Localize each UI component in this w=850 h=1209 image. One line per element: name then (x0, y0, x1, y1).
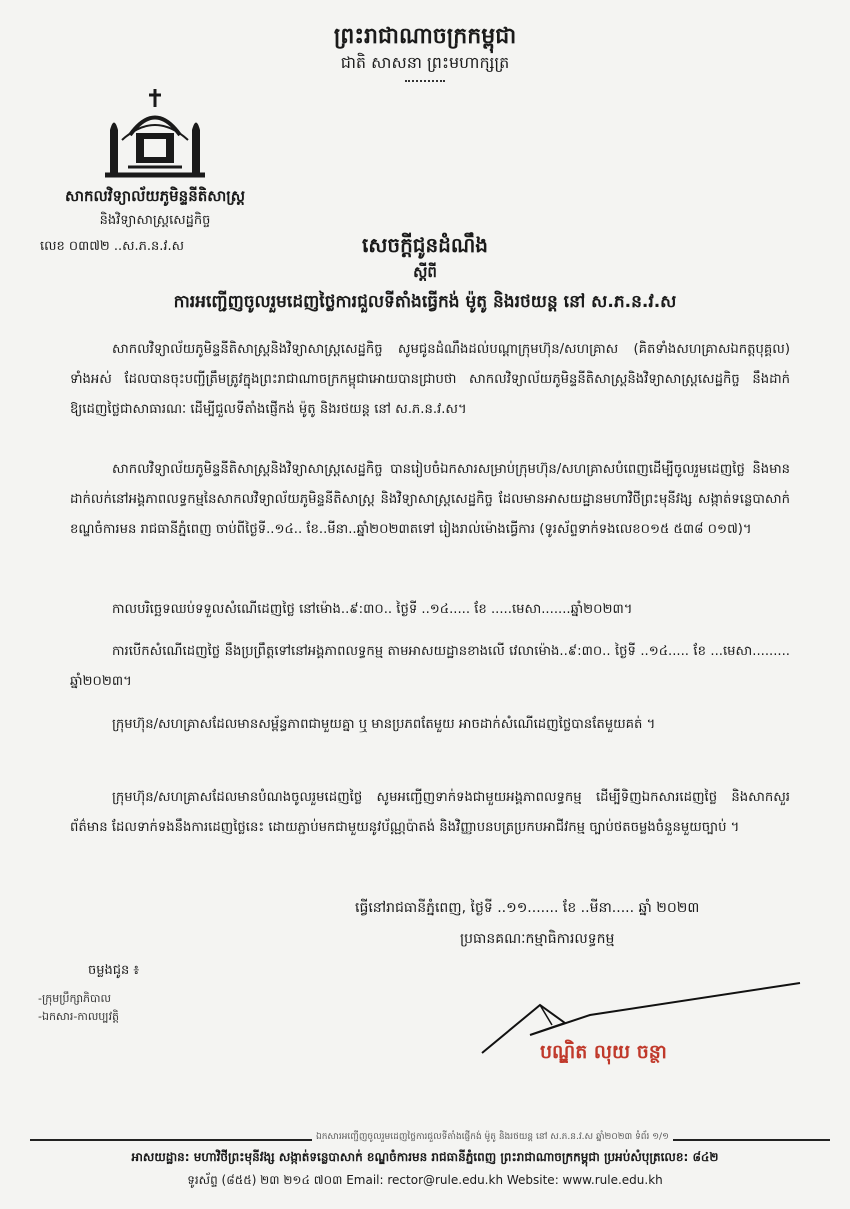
footer-address: អាសយដ្ឋាន: មហាវិថីព្រះមុនីវង្ស សង្កាត់ទន្លេបាសាក់ ខណ្ឌចំការមន រាជធានីភ្នំពេញ ព្រះរាជាណាចក្រកម្ពុជា ប្រអប់សំបុត្រលេខ: ៨៤២ (131, 1150, 719, 1164)
footer-contact: ទូរស័ព្ទ (៨៥៥) ២៣ ២១៤ ៧០៣ Email: rector@rule.edu.kh Website: www.rule.edu.kh (187, 1173, 663, 1187)
paragraph-1: សាកលវិទ្យាល័យភូមិន្ទនីតិសាស្ត្រនិងវិទ្យាសាស្ត្រសេដ្ឋកិច្ច សូមជូនដំណឹងដល់បណ្តាក្រុមហ៊ុន/សហគ្រាស (គិតទាំងសហគ្រាសឯកត្តបុគ្គល) ទាំងអស់ ដែលបានចុះបញ្ជីត្រឹមត្រូវក្នុងព្រះរាជាណាចក្រកម្ពុជាអោយបានជ្រាបថា សាកលវិទ្យាល័យភូមិន្ទនីតិសាស្ត្រនិងវិទ្យាសាស្ត្រសេដ្ឋកិច្ច នឹងដាក់ឱ្យដេញថ្លៃជាសាធារណៈ ដើម្បីជួលទីតាំងផ្ញើកង់ ម៉ូតូ និងរថយន្ត នៅ ស.ភ.ន.វ.ស។ (70, 342, 790, 417)
university-name-line2: និងវិទ្យាសាស្ត្រសេដ្ឋកិច្ច (99, 213, 211, 228)
paragraph-5: ក្រុមហ៊ុន/សហគ្រាសដែលមានសម្ព័ន្ធភាពជាមួយគ្នា ឬ មានប្រភពតែមួយ អាចដាក់សំណើដេញថ្លៃបានតែមួយគត់ ។ (112, 717, 656, 732)
signing-date: ធ្វើនៅរាជធានីភ្នំពេញ, ថ្ងៃទី ..១១....... ខែ ..មីនា..... ឆ្នាំ ២០២៣ (355, 900, 700, 916)
reference-number: លេខ ០៣៧២ ..ស.ភ.ន.វ.ស (40, 239, 185, 254)
university-emblem-icon (100, 85, 210, 185)
paragraph-4: ការបើកសំណើដេញថ្លៃ នឹងប្រព្រឹត្តទៅនៅអង្គភាពលទ្ធកម្ម តាមអាសយដ្ឋានខាងលើ វេលាម៉ោង..៩:៣០.. ថ្ងៃទី ..១៤..... ខែ ...មេសា......... ឆ្នាំ២០២៣។ (70, 644, 790, 689)
paragraph-3: កាលបរិច្ឆេទឈប់ទទួលសំណើដេញថ្លៃ នៅម៉ោង..៩:៣០.. ថ្ងៃទី ..១៤..... ខែ .....មេសា.......ឆ្នាំ២០២៣។ (112, 602, 633, 617)
notice-title: សេចក្តីជូនដំណឹង (362, 233, 488, 257)
paragraph-2: សាកលវិទ្យាល័យភូមិន្ទនីតិសាស្ត្រនិងវិទ្យាសាស្ត្រសេដ្ឋកិច្ច បានរៀបចំឯកសារសម្រាប់ក្រុមហ៊ុន/សហគ្រាសបំពេញដើម្បីចូលរួមដេញថ្លៃ និងមានដាក់លក់នៅអង្គភាពលទ្ធកម្មនៃសាកលវិទ្យាល័យភូមិន្ទនីតិសាស្ត្រ និងវិទ្យាសាស្ត្រសេដ្ឋកិច្ច ដែលមានអាសយដ្ឋានមហាវិថីព្រះមុនីវង្ស សង្កាត់ទន្លេបាសាក់ ខណ្ឌចំការមន រាជធានីភ្នំពេញ ចាប់ពីថ្ងៃទី..១៤.. ខែ..មីនា..ឆ្នាំ២០២៣តទៅ រៀងរាល់ម៉ោងធ្វើការ (ទូរស័ព្ទទាក់ទងលេខ០១៥ ៥៣៨ ០១៧)។ (70, 462, 790, 537)
signatory-role: ប្រធានគណៈកម្មាធិការលទ្ធកម្ម (460, 931, 615, 947)
footer-note: ឯកសារអញ្ជើញចូលរួមដេញថ្លៃការជួលទីតាំងផ្ញើកង់ ម៉ូតូ និងរថយន្ត នៅ ស.ភ.ន.វ.ស ឆ្នាំ២០២៣ ទំព័រ ១/១ (312, 1131, 673, 1144)
kingdom-heading: ព្រះរាជាណាចក្រកម្ពុជា (333, 24, 517, 49)
national-motto: ជាតិ សាសនា ព្រះមហាក្សត្រ (340, 53, 510, 72)
motto-divider (405, 80, 445, 82)
paragraph-6: ក្រុមហ៊ុន/សហគ្រាសដែលមានបំណងចូលរួមដេញថ្លៃ សូមអញ្ជើញទាក់ទងជាមួយអង្គភាពលទ្ធកម្ម ដើម្បីទិញឯកសារដេញថ្លៃ និងសាកសួរព័ត៌មាន ដែលទាក់ទងនឹងការដេញថ្លៃនេះ ដោយភ្ជាប់មកជាមួយនូវប័ណ្ណប៉ាតង់ និងវិញ្ញាបនបត្រប្រកបអាជីវកម្ម ច្បាប់ថតចម្លងចំនួនមួយច្បាប់ ។ (70, 790, 790, 835)
university-name: សាកលវិទ្យាល័យភូមិន្ទនីតិសាស្ត្រ (64, 187, 246, 205)
cc-item: -ក្រុមប្រឹក្សាភិបាល (38, 992, 111, 1005)
cc-item: -ឯកសារ-កាលប្បវត្តិ (38, 1010, 120, 1023)
cc-heading: ចម្លងជូន ៖ (88, 963, 140, 978)
notice-subject: ការអញ្ជើញចូលរួមដេញថ្លៃការជួលទីតាំងធ្វើកង់ ម៉ូតូ និងរថយន្ត នៅ ស.ភ.ន.វ.ស (173, 292, 677, 312)
notice-about: ស្តីពី (413, 263, 437, 281)
signatory-name: បណ្ឌិត លុយ ចន្ថា (540, 1041, 667, 1063)
